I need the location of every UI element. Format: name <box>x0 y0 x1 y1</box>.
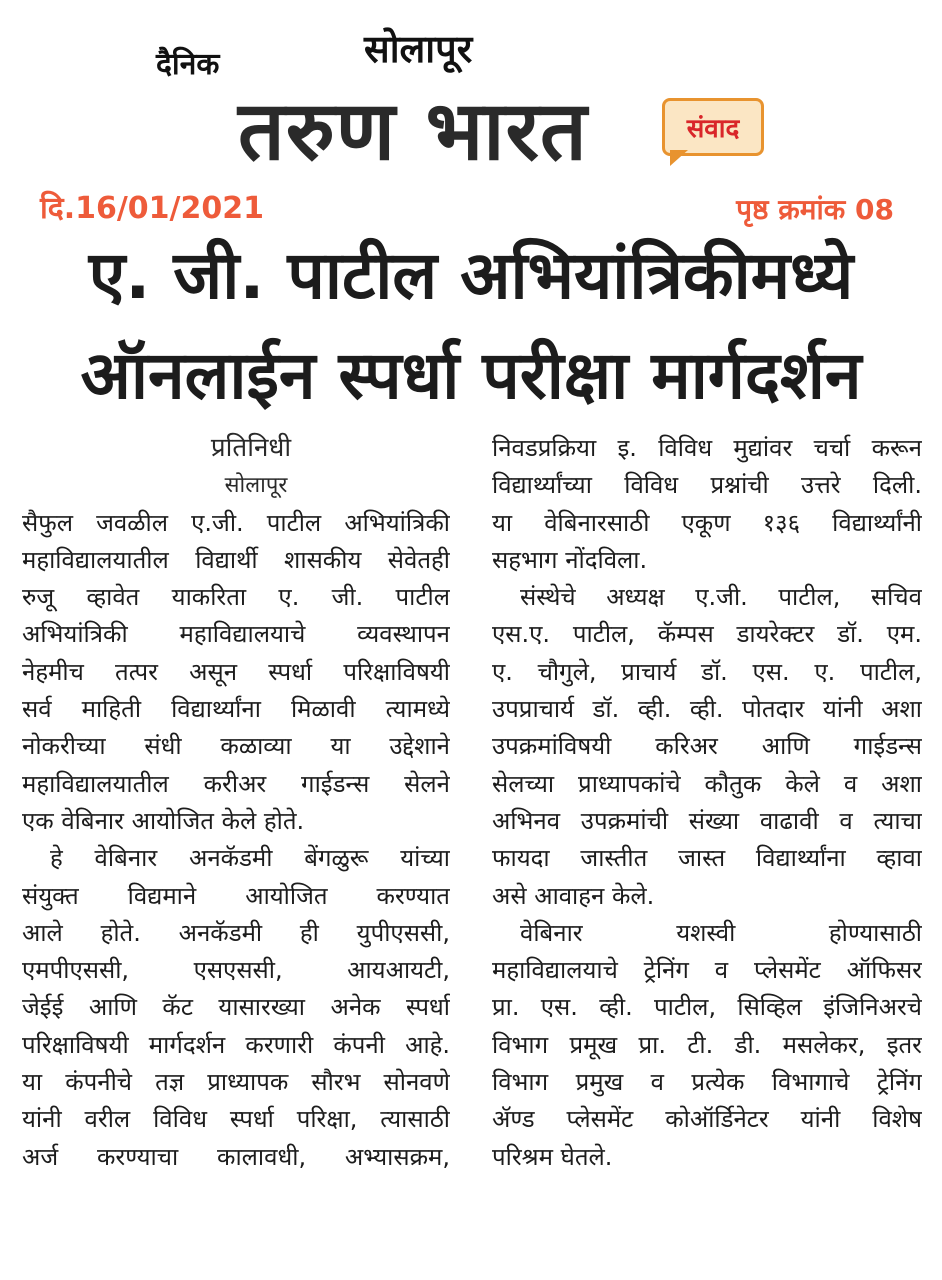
article-line: संस्थेचे अध्यक्ष ए.जी. पाटील, सचिव <box>520 583 922 612</box>
article-line: उपप्राचार्य डॉ. व्ही. व्ही. पोतदार यांनी अशा <box>492 695 922 724</box>
article-line: सैफुल जवळील ए.जी. पाटील अभियांत्रिकी <box>22 508 450 537</box>
dateline: सोलापूर <box>224 473 288 499</box>
article-line: हे वेबिनार अनकॅडमी बेंगळुरू यांच्या <box>50 844 450 873</box>
article-line: यांनी वरील विविध स्पर्धा परिक्षा, त्यासाठी <box>22 1105 450 1134</box>
article-line: फायदा जास्तीत जास्त विद्यार्थ्यांना व्हावा <box>492 844 922 873</box>
article-line: सहभाग नोंदविला. <box>492 545 648 574</box>
publication-date: दि.16/01/2021 <box>40 191 265 226</box>
samvad-badge <box>662 98 764 156</box>
article-line: महाविद्यालयातील विद्यार्थी शासकीय सेवेतही <box>22 545 450 574</box>
article-right-column <box>492 430 922 1176</box>
speech-bubble-tail-icon <box>670 150 688 166</box>
samvad-badge-label: संवाद <box>686 114 740 144</box>
article-line: महाविद्यालयाचे ट्रेनिंग व प्लेसमेंट ऑफिसर <box>492 956 922 985</box>
article-line: जेईई आणि कॅट यासारख्या अनेक स्पर्धा <box>22 993 450 1022</box>
article-line: विभाग प्रमुख व प्रत्येक विभागाचे ट्रेनिंग <box>492 1068 922 1097</box>
article-line: अभियांत्रिकी महाविद्यालयाचे व्यवस्थापन <box>22 620 450 649</box>
masthead-dainik: दैनिक <box>156 47 220 82</box>
article-line: महाविद्यालयातील करीअर गाईडन्स सेलने <box>22 769 450 798</box>
article-line: विद्यार्थ्यांच्या विविध प्रश्नांची उत्तरे दिली. <box>492 471 922 500</box>
article-line: अभिनव उपक्रमांची संख्या वाढावी व त्याचा <box>492 806 922 835</box>
article-line: या कंपनीचे तज्ञ प्राध्यापक सौरभ सोनवणे <box>22 1068 450 1097</box>
newspaper-name: तरुण भारत <box>238 84 588 179</box>
headline-line-1: ए. जी. पाटील अभियांत्रिकीमध्ये <box>88 237 854 314</box>
article-line: असे आवाहन केले. <box>492 881 655 910</box>
article-line: परिक्षाविषयी मार्गदर्शन करणारी कंपनी आहे. <box>22 1030 450 1059</box>
page-number: पृष्ठ क्रमांक 08 <box>736 193 894 226</box>
article-line: वेबिनार यशस्वी होण्यासाठी <box>520 918 922 947</box>
article-line: नेहमीच तत्पर असून स्पर्धा परिक्षाविषयी <box>22 657 450 686</box>
article-line: निवडप्रक्रिया इ. विविध मुद्यांवर चर्चा करून <box>492 434 922 462</box>
article-line: परिश्रम घेतले. <box>492 1142 613 1171</box>
article-line: या वेबिनारसाठी एकूण १३६ विद्यार्थ्यांनी <box>492 508 922 537</box>
article-line: सेलच्या प्राध्यापकांचे कौतुक केले व अशा <box>492 769 922 798</box>
masthead <box>0 0 942 180</box>
article-line: रुजू व्हावेत याकरिता ए. जी. पाटील <box>22 583 450 612</box>
article-line: प्रा. एस. व्ही. पाटील, सिव्हिल इंजिनिअरचे <box>492 993 922 1022</box>
article-line: नोकरीच्या संधी कळाव्या या उद्देशाने <box>22 732 450 761</box>
article-left-column <box>22 430 450 1176</box>
article-line: एक वेबिनार आयोजित केले होते. <box>22 806 305 835</box>
article-line: सर्व माहिती विद्यार्थ्यांना मिळावी त्यामध्ये <box>22 695 450 724</box>
article-line: संयुक्त विद्यमाने आयोजित करण्यात <box>22 881 450 910</box>
article-line: अर्ज करण्याचा कालावधी, अभ्यासक्रम, <box>22 1142 450 1171</box>
article-line: ॲण्ड प्लेसमेंट कोऑर्डिनेटर यांनी विशेष <box>492 1105 922 1134</box>
byline: प्रतिनिधी <box>210 433 292 463</box>
article-line: विभाग प्रमूख प्रा. टी. डी. मसलेकर, इतर <box>492 1030 922 1059</box>
headline-line-2: ऑनलाईन स्पर्धा परीक्षा मार्गदर्शन <box>80 337 862 414</box>
article-line: उपक्रमांविषयी करिअर आणि गाईडन्स <box>492 732 922 761</box>
article-line: एमपीएससी, एसएससी, आयआयटी, <box>22 956 450 985</box>
article-line: एस.ए. पाटील, कॅम्पस डायरेक्टर डॉ. एम. <box>492 620 922 649</box>
article-line: ए. चौगुले, प्राचार्य डॉ. एस. ए. पाटील, <box>492 657 922 686</box>
article-line: आले होते. अनकॅडमी ही युपीएससी, <box>22 918 450 947</box>
masthead-city: सोलापूर <box>364 27 473 71</box>
